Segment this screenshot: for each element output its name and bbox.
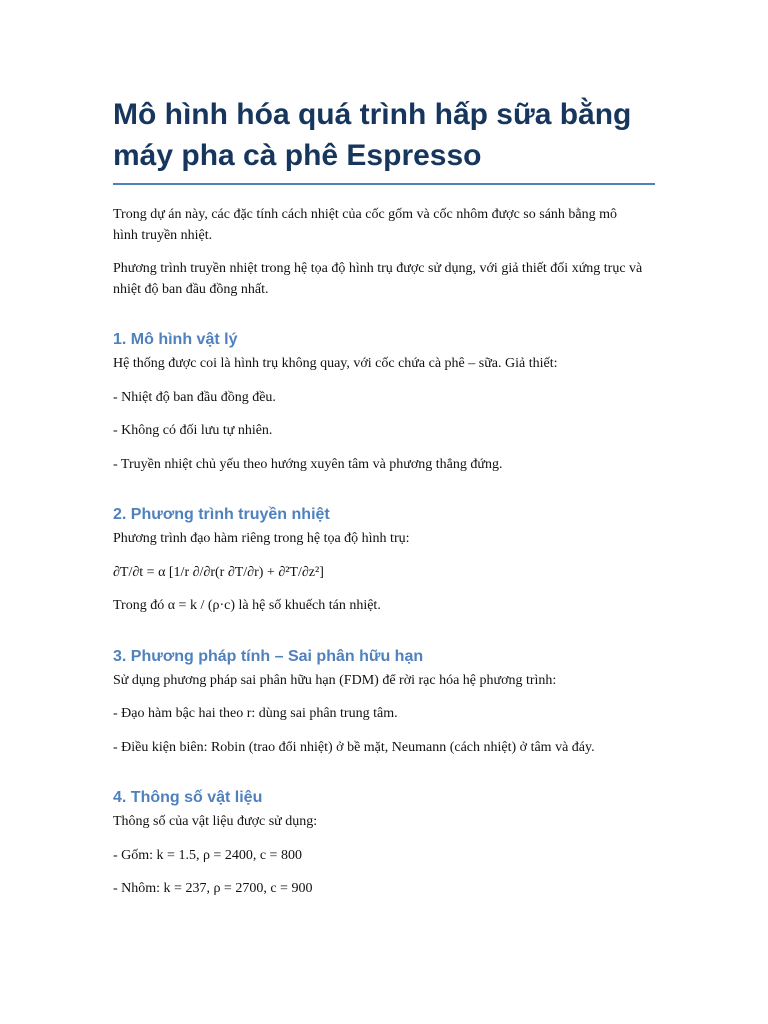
section-finite-difference [113,647,655,759]
section-material-params [113,788,655,900]
physical-model-line-2: - Nhiệt độ ban đầu đồng đều. [113,389,276,405]
title-line-2: máy pha cà phê Espresso [113,139,482,172]
physical-model-line-3: - Không có đối lưu tự nhiên. [113,423,273,438]
section-physical-model [113,330,655,475]
section-heading-heat-equation: 2. Phương trình truyền nhiệt [113,506,330,523]
title-line-1: Mô hình hóa quá trình hấp sữa bằng [113,98,632,131]
section-heading-finite-difference: 3. Phương pháp tính – Sai phân hữu hạn [113,647,424,665]
material-params-aluminum: - Nhôm: k = 237, ρ = 2700, c = 900 [113,881,313,896]
heat-equation-formula: ∂T/∂t = α [1/r ∂/∂r(r ∂T/∂r) + ∂²T/∂z²] [113,564,324,580]
intro-paragraph-2: Phương trình truyền nhiệt trong hệ tọa độ hình trụ được sử dụng, với giả thiết đối xứng trục và nhiệt độ ban đầu đồng nhất. [113,261,643,297]
heat-equation-line-3: Trong đó α = k / (ρ·c) là hệ số khuếch tán nhiệt. [113,598,381,613]
physical-model-line-1: Hệ thống được coi là hình trụ không quay, với cốc chứa cà phê – sữa. Giả thiết: [113,356,558,371]
section-heading-material-params: 4. Thông số vật liệu [113,789,263,806]
finite-difference-line-1: Sử dụng phương pháp sai phân hữu hạn (FDM) để rời rạc hóa hệ phương trình: [113,672,557,688]
physical-model-line-4: - Truyền nhiệt chủ yếu theo hướng xuyên tâm và phương thẳng đứng. [113,456,503,472]
section-heat-equation [113,505,655,617]
intro-block [113,205,643,300]
section-heading-physical-model: 1. Mô hình vật lý [113,331,238,348]
heat-equation-line-1: Phương trình đạo hàm riêng trong hệ tọa độ hình trụ: [113,531,410,546]
intro-paragraph-1: Trong dự án này, các đặc tính cách nhiệt của cốc gốm và cốc nhôm được so sánh bằng mô hình truyền nhiệt. [113,207,618,243]
material-params-ceramic: - Gốm: k = 1.5, ρ = 2400, c = 800 [113,847,302,863]
material-params-line-1: Thông số của vật liệu được sử dụng: [113,814,318,829]
finite-difference-line-2: - Đạo hàm bậc hai theo r: dùng sai phân trung tâm. [113,706,398,721]
finite-difference-line-3: - Điều kiện biên: Robin (trao đổi nhiệt) ở bề mặt, Neumann (cách nhiệt) ở tâm và đáy. [113,739,595,755]
document-title [113,94,655,185]
